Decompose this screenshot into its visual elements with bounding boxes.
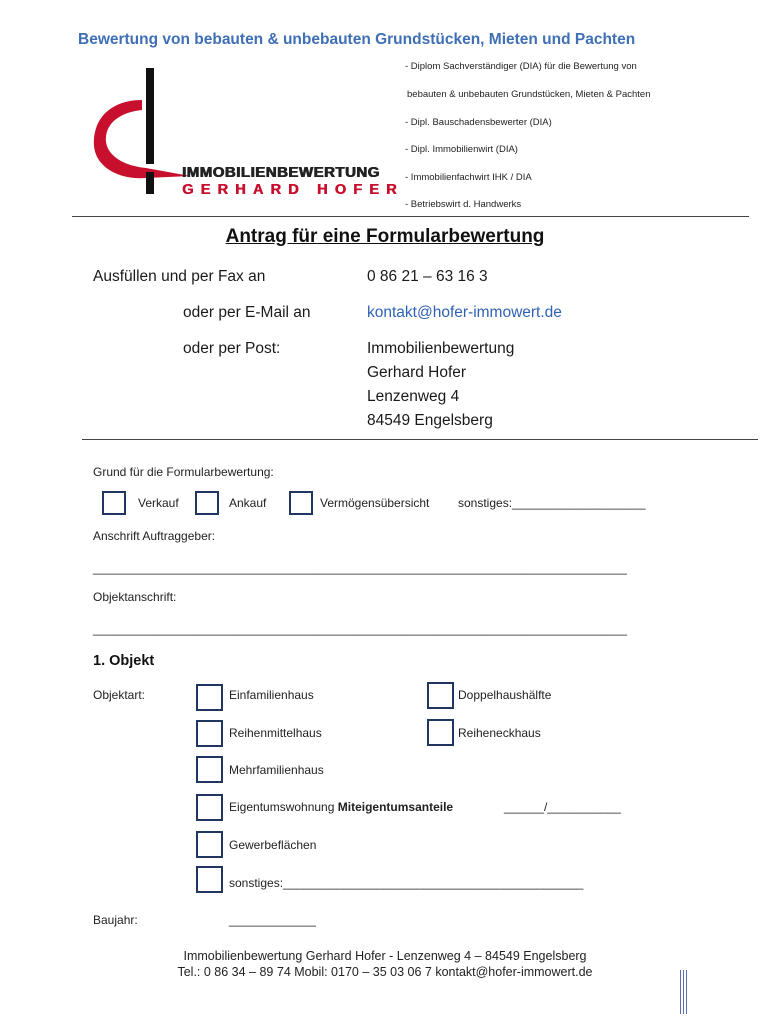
- grund-label: Grund für die Formularbewertung:: [93, 465, 274, 479]
- qualification-line: - Dipl. Bauschadensbewerter (DIA): [405, 117, 552, 128]
- gewerbeflaechen-label: Gewerbeflächen: [229, 838, 317, 852]
- checkbox-verkauf[interactable]: [102, 491, 126, 515]
- qualification-line: - Dipl. Immobilienwirt (DIA): [405, 144, 518, 155]
- checkbox-eigentumswohnung[interactable]: [196, 794, 223, 821]
- qualification-line: - Immobilienfachwirt IHK / DIA: [405, 172, 532, 183]
- fax-number: 0 86 21 – 63 16 3: [367, 268, 488, 285]
- address-line: Immobilienbewertung: [367, 340, 515, 357]
- logo-wordmark-top: IMMOBILIENBEWERTUNG: [182, 164, 380, 181]
- doppelhaushaelfte-label: Doppelhaushälfte: [458, 688, 552, 702]
- footer-contact: Tel.: 0 86 34 – 89 74 Mobil: 0170 – 35 03 06 7 kontakt@hofer-immowert.de: [177, 965, 593, 979]
- address-line: Gerhard Hofer: [367, 364, 467, 381]
- grund-sonstiges-field[interactable]: sonstiges:____________________: [458, 496, 646, 510]
- contact-divider: [82, 439, 758, 440]
- document-title: Antrag für eine Formularbewertung: [225, 226, 545, 247]
- eigentumswohnung-label: Eigentumswohnung: [229, 800, 335, 814]
- checkbox-ankauf[interactable]: [195, 491, 219, 515]
- checkbox-objekt-sonstiges[interactable]: [196, 866, 223, 893]
- qualification-line: bebauten & unbebauten Grundstücken, Mieten & Pachten: [407, 89, 651, 100]
- checkbox-doppelhaushaelfte[interactable]: [427, 682, 454, 709]
- miteigentumsanteile-field[interactable]: ______/___________: [504, 800, 621, 814]
- header-title: Bewertung von bebauten & unbebauten Grundstücken, Mieten und Pachten: [78, 31, 636, 48]
- checkbox-mehrfamilienhaus[interactable]: [196, 756, 223, 783]
- checkbox-vermoegensuebersicht[interactable]: [289, 491, 313, 515]
- baujahr-field[interactable]: _____________: [229, 913, 316, 927]
- footer-address: Immobilienbewertung Gerhard Hofer - Lenzenweg 4 – 84549 Engelsberg: [183, 949, 587, 963]
- section-heading-objekt: 1. Objekt: [93, 653, 155, 669]
- address-line: Lenzenweg 4: [367, 388, 460, 405]
- checkbox-reiheneckhaus[interactable]: [427, 719, 454, 746]
- option-ankauf-label: Ankauf: [229, 496, 267, 510]
- fax-label: Ausfüllen und per Fax an: [93, 268, 266, 285]
- miteigentumsanteile-label: Miteigentumsanteile: [337, 800, 454, 814]
- objektart-label: Objektart:: [93, 688, 146, 702]
- option-vermoegensuebersicht-label: Vermögensübersicht: [320, 496, 430, 510]
- reiheneckhaus-label: Reiheneckhaus: [458, 726, 541, 740]
- page-edge-marker: [680, 970, 688, 1014]
- email-label: oder per E-Mail an: [183, 304, 311, 321]
- objektanschrift-label: Objektanschrift:: [93, 590, 177, 604]
- einfamilienhaus-label: Einfamilienhaus: [229, 688, 314, 702]
- checkbox-reihenmittelhaus[interactable]: [196, 720, 223, 747]
- header-divider: [72, 216, 749, 217]
- auftraggeber-field[interactable]: ________________________________________________________________________________: [93, 561, 627, 575]
- checkbox-einfamilienhaus[interactable]: [196, 684, 223, 711]
- qualification-line: - Diplom Sachverständiger (DIA) für die Bewertung von: [405, 61, 637, 72]
- auftraggeber-label: Anschrift Auftraggeber:: [93, 529, 216, 543]
- mehrfamilienhaus-label: Mehrfamilienhaus: [229, 763, 324, 777]
- option-verkauf-label: Verkauf: [138, 496, 179, 510]
- qualification-line: - Betriebswirt d. Handwerks: [405, 199, 522, 210]
- logo-wordmark-bottom: GERHARD HOFER: [182, 182, 404, 198]
- objekt-sonstiges-field[interactable]: sonstiges:_____________________________________________: [229, 876, 584, 890]
- baujahr-label: Baujahr:: [93, 913, 138, 927]
- checkbox-gewerbeflaechen[interactable]: [196, 831, 223, 858]
- eigentumswohnung-row: [229, 800, 453, 814]
- email-link[interactable]: kontakt@hofer-immowert.de: [367, 304, 562, 321]
- objektanschrift-field[interactable]: ________________________________________________________________________________: [93, 622, 627, 636]
- address-line: 84549 Engelsberg: [367, 412, 493, 429]
- reihenmittelhaus-label: Reihenmittelhaus: [229, 726, 322, 740]
- post-label: oder per Post:: [183, 340, 281, 357]
